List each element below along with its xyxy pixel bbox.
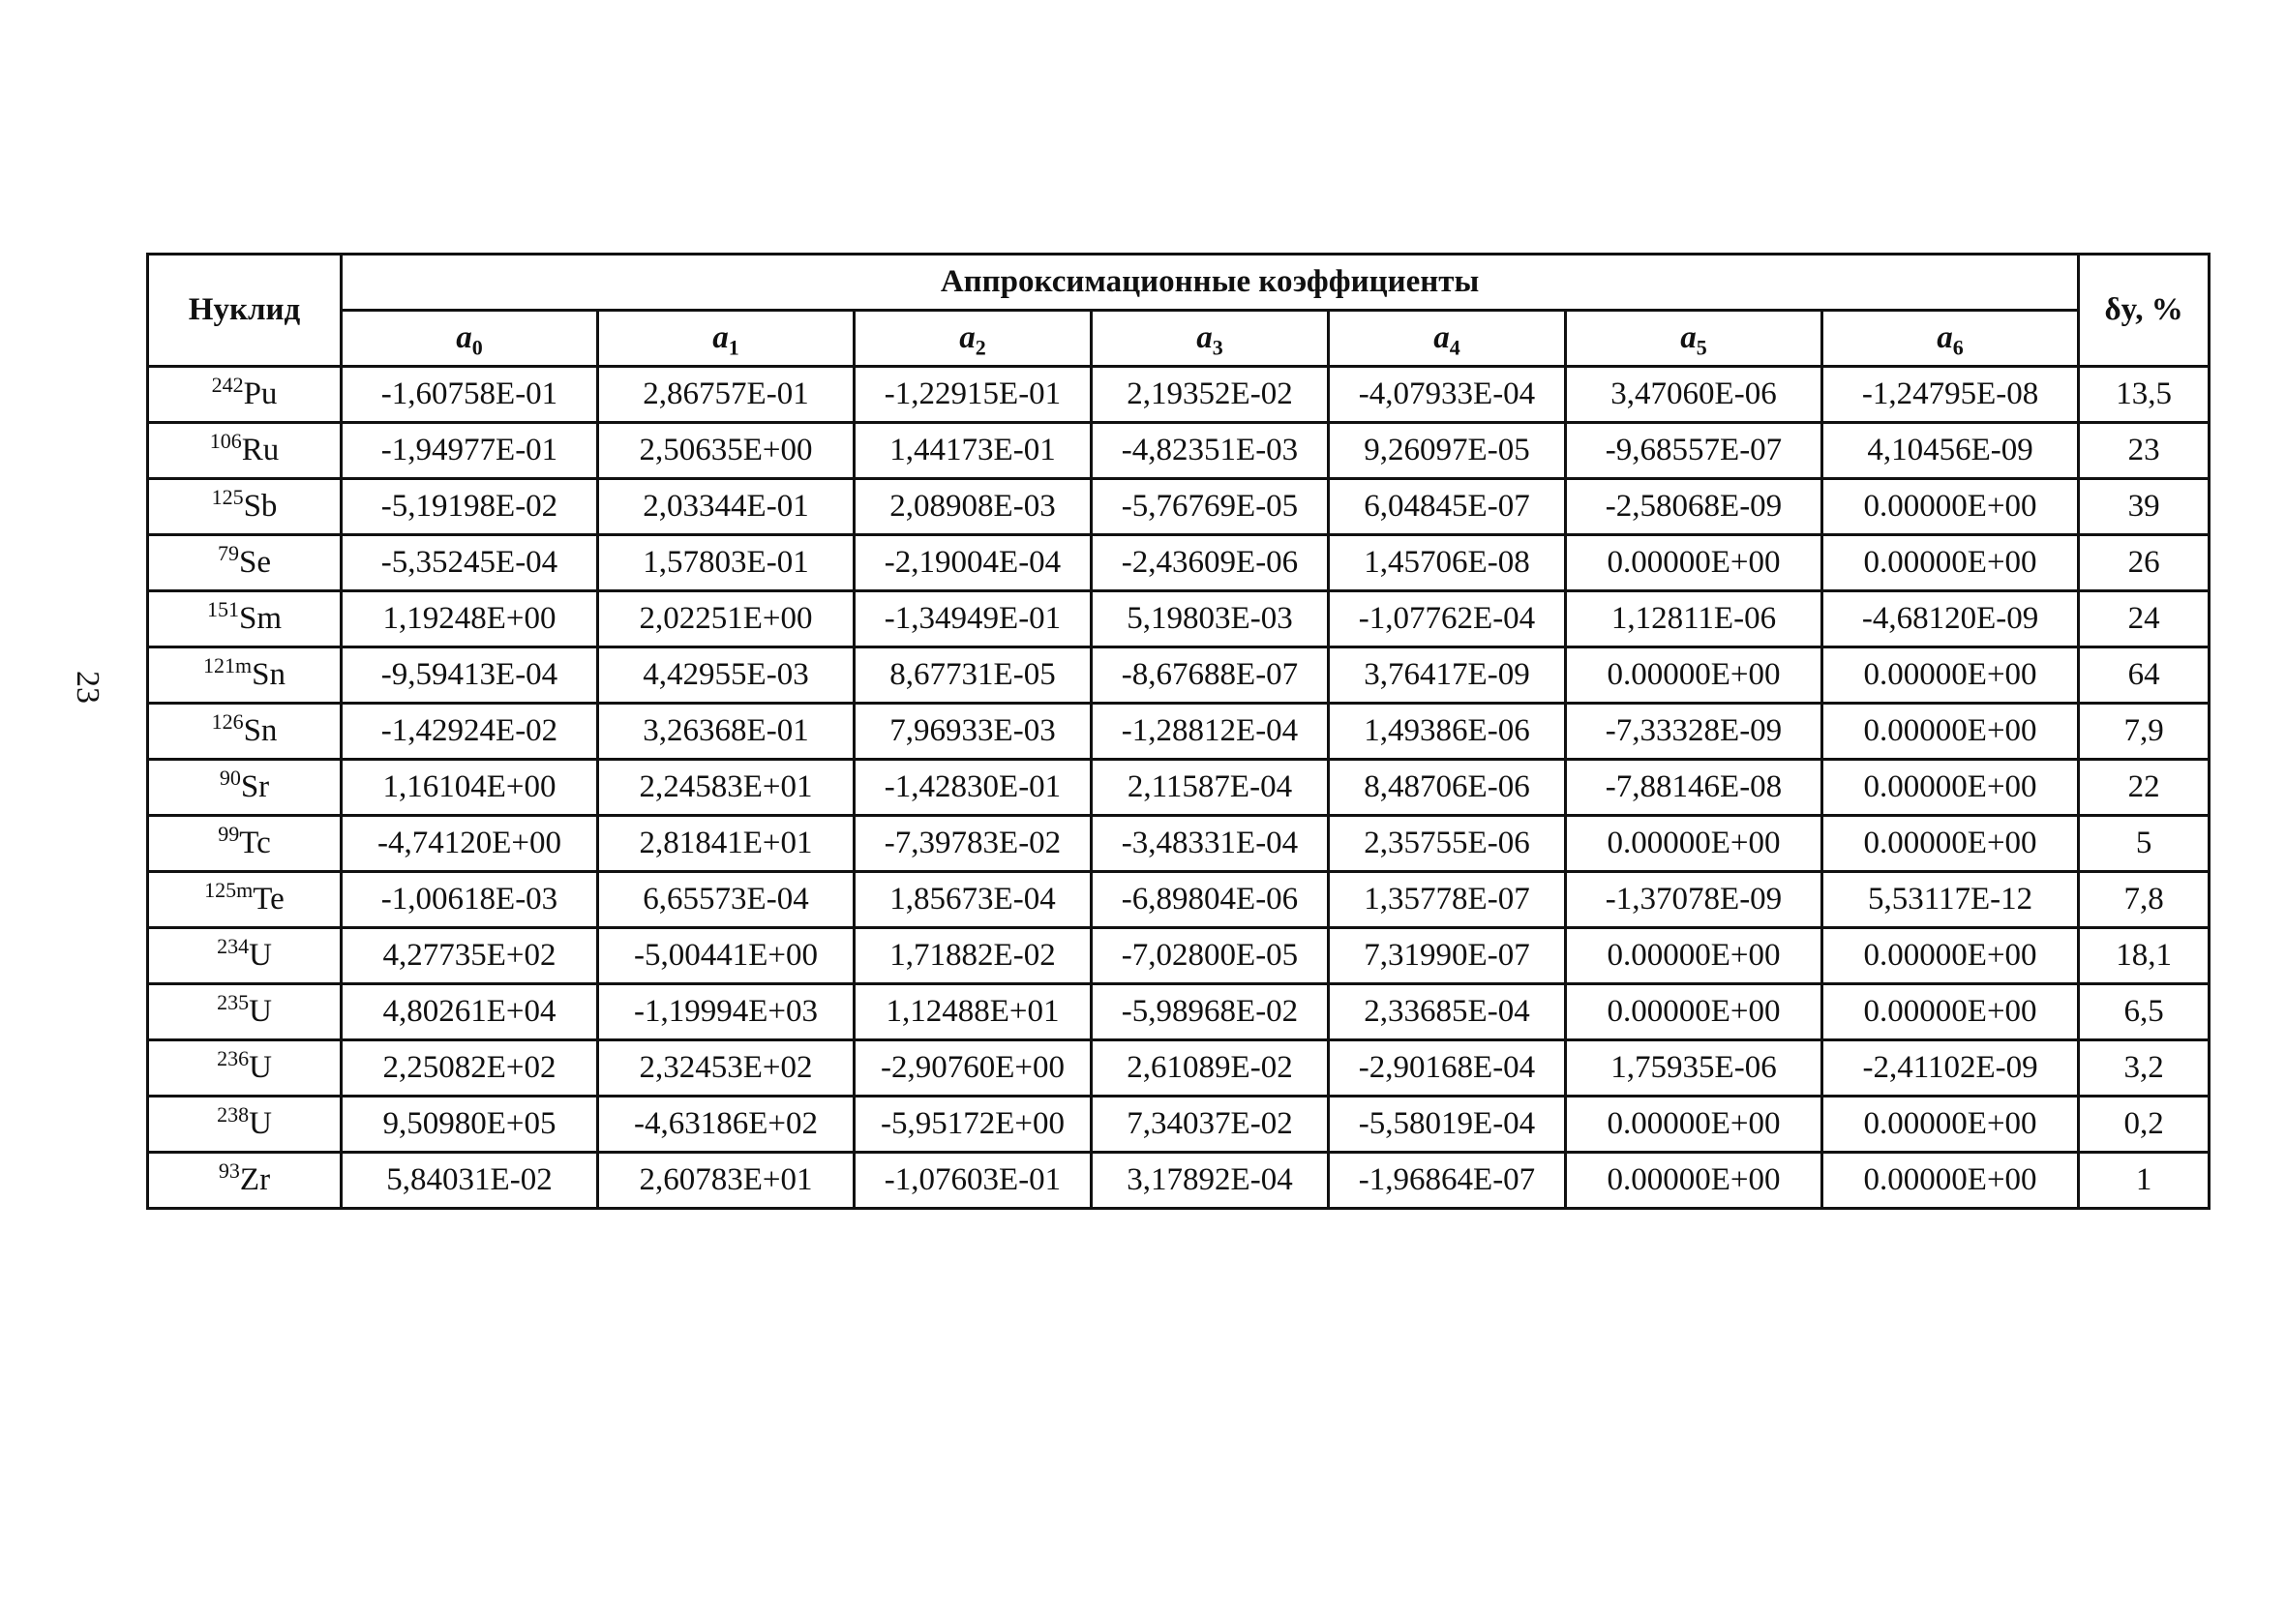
nuclide-cell — [148, 367, 342, 423]
coefficient-value-a2: -1,34949E-01 — [855, 591, 1092, 647]
coefficient-value-a1: 2,32453E+02 — [598, 1040, 855, 1097]
coefficient-value-a0: -1,60758E-01 — [342, 367, 598, 423]
coefficient-value-a2: -7,39783E-02 — [855, 816, 1092, 872]
nuclide-cell — [148, 423, 342, 479]
element-symbol: U — [249, 1050, 272, 1085]
element-symbol: Ru — [241, 433, 280, 467]
coefficient-value-a3: 5,19803E-03 — [1092, 591, 1329, 647]
coefficient-value-a4: -1,07762E-04 — [1329, 591, 1566, 647]
element-symbol: Te — [253, 882, 285, 917]
error-value: 6,5 — [2079, 984, 2210, 1040]
error-value: 5 — [2079, 816, 2210, 872]
coefficient-value-a6: 0.00000E+00 — [1822, 647, 2079, 704]
coefficient-value-a6: 0.00000E+00 — [1822, 816, 2079, 872]
coefficient-value-a2: -1,07603E-01 — [855, 1153, 1092, 1209]
coefficient-value-a4: -5,58019E-04 — [1329, 1097, 1566, 1153]
coefficient-symbol: a — [1433, 320, 1450, 355]
coefficient-value-a1: 2,02251E+00 — [598, 591, 855, 647]
coefficient-value-a0: 4,27735E+02 — [342, 928, 598, 984]
coefficient-index: 3 — [1212, 335, 1223, 360]
coefficient-value-a2: 1,12488E+01 — [855, 984, 1092, 1040]
error-column-header: δy, % — [2079, 255, 2210, 367]
coefficient-value-a2: 1,44173E-01 — [855, 423, 1092, 479]
coefficient-value-a5: -1,37078E-09 — [1566, 872, 1822, 928]
coefficient-value-a4: 1,35778E-07 — [1329, 872, 1566, 928]
coefficient-symbol: a — [1196, 320, 1213, 355]
coefficient-value-a5: 3,47060E-06 — [1566, 367, 1822, 423]
coefficient-value-a3: 2,61089E-02 — [1092, 1040, 1329, 1097]
coefficient-value-a4: 9,26097E-05 — [1329, 423, 1566, 479]
table-row — [148, 1153, 2210, 1209]
error-value: 22 — [2079, 760, 2210, 816]
coefficient-value-a2: -1,22915E-01 — [855, 367, 1092, 423]
coefficient-value-a1: -4,63186E+02 — [598, 1097, 855, 1153]
mass-number: 235 — [217, 990, 250, 1014]
nuclide-cell — [148, 535, 342, 591]
mass-number: 236 — [217, 1046, 250, 1070]
coefficient-value-a6: 0.00000E+00 — [1822, 479, 2079, 535]
coefficient-value-a6: 0.00000E+00 — [1822, 1153, 2079, 1209]
coefficient-value-a0: 1,16104E+00 — [342, 760, 598, 816]
table-row — [148, 704, 2210, 760]
coefficient-header-a4 — [1329, 311, 1566, 367]
coefficient-value-a3: -3,48331E-04 — [1092, 816, 1329, 872]
mass-number: 93 — [218, 1158, 240, 1183]
table-row — [148, 423, 2210, 479]
coefficient-value-a3: -6,89804E-06 — [1092, 872, 1329, 928]
coefficient-value-a3: -4,82351E-03 — [1092, 423, 1329, 479]
coefficient-value-a4: 7,31990E-07 — [1329, 928, 1566, 984]
coefficient-value-a6: 0.00000E+00 — [1822, 760, 2079, 816]
nuclide-cell — [148, 928, 342, 984]
coefficient-value-a3: -5,98968E-02 — [1092, 984, 1329, 1040]
coefficient-value-a6: -4,68120E-09 — [1822, 591, 2079, 647]
table-row — [148, 367, 2210, 423]
error-value: 7,9 — [2079, 704, 2210, 760]
coefficient-value-a0: 1,19248E+00 — [342, 591, 598, 647]
coefficient-value-a3: 3,17892E-04 — [1092, 1153, 1329, 1209]
coefficient-value-a4: 1,49386E-06 — [1329, 704, 1566, 760]
table-row — [148, 984, 2210, 1040]
error-value: 24 — [2079, 591, 2210, 647]
coefficient-value-a5: -7,33328E-09 — [1566, 704, 1822, 760]
coefficient-value-a5: 0.00000E+00 — [1566, 984, 1822, 1040]
coefficient-value-a1: 2,50635E+00 — [598, 423, 855, 479]
table-row — [148, 647, 2210, 704]
element-symbol: U — [249, 994, 272, 1029]
table-row — [148, 816, 2210, 872]
nuclide-cell — [148, 760, 342, 816]
table-row — [148, 479, 2210, 535]
coefficient-value-a2: 8,67731E-05 — [855, 647, 1092, 704]
coefficient-value-a5: 0.00000E+00 — [1566, 1153, 1822, 1209]
nuclide-cell — [148, 816, 342, 872]
coefficient-value-a2: 1,85673E-04 — [855, 872, 1092, 928]
coefficient-value-a6: 0.00000E+00 — [1822, 704, 2079, 760]
coefficient-value-a1: 2,81841E+01 — [598, 816, 855, 872]
coefficient-value-a5: 0.00000E+00 — [1566, 647, 1822, 704]
nuclide-cell — [148, 704, 342, 760]
coefficient-value-a1: 4,42955E-03 — [598, 647, 855, 704]
table-row — [148, 1040, 2210, 1097]
element-symbol: Sn — [243, 713, 278, 748]
coefficient-value-a1: 2,03344E-01 — [598, 479, 855, 535]
nuclide-cell — [148, 1153, 342, 1209]
coefficient-value-a1: 2,86757E-01 — [598, 367, 855, 423]
nuclide-cell — [148, 1040, 342, 1097]
coefficient-value-a1: 2,24583E+01 — [598, 760, 855, 816]
coefficient-value-a6: -2,41102E-09 — [1822, 1040, 2079, 1097]
coefficient-value-a3: -1,28812E-04 — [1092, 704, 1329, 760]
coefficient-value-a6: -1,24795E-08 — [1822, 367, 2079, 423]
coefficient-symbol: a — [712, 320, 729, 355]
nuclide-cell — [148, 984, 342, 1040]
table-row — [148, 760, 2210, 816]
coefficient-value-a1: 3,26368E-01 — [598, 704, 855, 760]
coefficient-index: 1 — [728, 335, 739, 360]
coefficient-value-a1: 2,60783E+01 — [598, 1153, 855, 1209]
coefficient-value-a6: 0.00000E+00 — [1822, 1097, 2079, 1153]
coefficient-value-a3: 2,19352E-02 — [1092, 367, 1329, 423]
coefficient-value-a0: -1,00618E-03 — [342, 872, 598, 928]
mass-number: 238 — [217, 1102, 250, 1127]
nuclide-cell — [148, 872, 342, 928]
coefficient-value-a5: -9,68557E-07 — [1566, 423, 1822, 479]
coefficient-value-a6: 0.00000E+00 — [1822, 535, 2079, 591]
coefficient-value-a2: -2,90760E+00 — [855, 1040, 1092, 1097]
coefficient-header-a5 — [1566, 311, 1822, 367]
error-value: 18,1 — [2079, 928, 2210, 984]
coefficient-value-a0: -5,35245E-04 — [342, 535, 598, 591]
coefficient-value-a0: -9,59413E-04 — [342, 647, 598, 704]
element-symbol: U — [249, 938, 272, 973]
coefficient-value-a4: 3,76417E-09 — [1329, 647, 1566, 704]
error-value: 3,2 — [2079, 1040, 2210, 1097]
error-value: 39 — [2079, 479, 2210, 535]
mass-number: 126 — [211, 709, 244, 734]
coefficient-value-a5: 1,12811E-06 — [1566, 591, 1822, 647]
coefficient-value-a4: 2,35755E-06 — [1329, 816, 1566, 872]
coefficient-value-a3: 7,34037E-02 — [1092, 1097, 1329, 1153]
table-row — [148, 1097, 2210, 1153]
table-row — [148, 591, 2210, 647]
coefficient-value-a4: -2,90168E-04 — [1329, 1040, 1566, 1097]
coefficient-value-a0: 5,84031E-02 — [342, 1153, 598, 1209]
mass-number: 121m — [203, 653, 253, 677]
coefficient-value-a0: 9,50980E+05 — [342, 1097, 598, 1153]
coefficient-value-a2: -5,95172E+00 — [855, 1097, 1092, 1153]
coefficient-value-a4: -1,96864E-07 — [1329, 1153, 1566, 1209]
page-number: 23 — [70, 671, 105, 704]
mass-number: 106 — [209, 429, 242, 453]
coefficient-value-a2: 7,96933E-03 — [855, 704, 1092, 760]
mass-number: 242 — [211, 373, 244, 397]
coefficient-value-a5: -2,58068E-09 — [1566, 479, 1822, 535]
mass-number: 234 — [217, 934, 250, 958]
coefficient-value-a3: -8,67688E-07 — [1092, 647, 1329, 704]
coefficient-header-a0 — [342, 311, 598, 367]
coefficient-value-a0: 2,25082E+02 — [342, 1040, 598, 1097]
coefficient-value-a5: 0.00000E+00 — [1566, 816, 1822, 872]
element-symbol: Pu — [243, 376, 278, 411]
coefficient-value-a1: -1,19994E+03 — [598, 984, 855, 1040]
coefficient-value-a5: 0.00000E+00 — [1566, 928, 1822, 984]
mass-number: 151 — [206, 597, 239, 621]
coefficient-value-a5: 0.00000E+00 — [1566, 535, 1822, 591]
nuclide-cell — [148, 1097, 342, 1153]
coefficient-value-a3: -2,43609E-06 — [1092, 535, 1329, 591]
coefficients-table — [146, 253, 2211, 1210]
coefficient-index: 4 — [1449, 335, 1460, 360]
coefficient-value-a0: -1,94977E-01 — [342, 423, 598, 479]
nuclide-cell — [148, 647, 342, 704]
coefficient-value-a4: -4,07933E-04 — [1329, 367, 1566, 423]
coefficient-value-a0: -5,19198E-02 — [342, 479, 598, 535]
coefficient-header-a1 — [598, 311, 855, 367]
coefficient-value-a3: 2,11587E-04 — [1092, 760, 1329, 816]
coefficient-header-a2 — [855, 311, 1092, 367]
coefficient-value-a4: 2,33685E-04 — [1329, 984, 1566, 1040]
coefficient-value-a4: 8,48706E-06 — [1329, 760, 1566, 816]
coefficient-header-a6 — [1822, 311, 2079, 367]
coefficient-value-a1: -5,00441E+00 — [598, 928, 855, 984]
table-row — [148, 872, 2210, 928]
coefficient-value-a5: 1,75935E-06 — [1566, 1040, 1822, 1097]
element-symbol: Sn — [252, 657, 286, 692]
nuclide-cell — [148, 479, 342, 535]
mass-number: 125m — [204, 878, 254, 902]
element-symbol: Sb — [243, 489, 278, 524]
element-symbol: Se — [239, 545, 271, 580]
coefficient-value-a2: 2,08908E-03 — [855, 479, 1092, 535]
error-value: 64 — [2079, 647, 2210, 704]
error-value: 26 — [2079, 535, 2210, 591]
error-value: 23 — [2079, 423, 2210, 479]
coefficient-symbol: a — [959, 320, 976, 355]
error-value: 7,8 — [2079, 872, 2210, 928]
table-row — [148, 535, 2210, 591]
coefficient-value-a2: -2,19004E-04 — [855, 535, 1092, 591]
coefficient-value-a5: -7,88146E-08 — [1566, 760, 1822, 816]
nuclide-column-header: Нуклид — [148, 255, 342, 367]
table-row — [148, 928, 2210, 984]
coefficient-index: 5 — [1696, 335, 1707, 360]
mass-number: 99 — [218, 822, 240, 846]
element-symbol: U — [249, 1106, 272, 1141]
coefficient-value-a3: -7,02800E-05 — [1092, 928, 1329, 984]
error-value: 0,2 — [2079, 1097, 2210, 1153]
element-symbol: Tc — [239, 826, 271, 860]
coefficient-value-a6: 4,10456E-09 — [1822, 423, 2079, 479]
coefficient-value-a2: -1,42830E-01 — [855, 760, 1092, 816]
error-value: 13,5 — [2079, 367, 2210, 423]
coefficient-value-a1: 1,57803E-01 — [598, 535, 855, 591]
error-value: 1 — [2079, 1153, 2210, 1209]
coefficient-value-a6: 5,53117E-12 — [1822, 872, 2079, 928]
coefficient-index: 2 — [975, 335, 986, 360]
element-symbol: Sr — [240, 769, 270, 804]
mass-number: 125 — [211, 485, 244, 509]
coefficient-value-a2: 1,71882E-02 — [855, 928, 1092, 984]
element-symbol: Zr — [239, 1162, 271, 1197]
coefficient-index: 6 — [1952, 335, 1964, 360]
coefficients-group-header: Аппроксимационные коэффициенты — [342, 255, 2079, 311]
coefficient-value-a5: 0.00000E+00 — [1566, 1097, 1822, 1153]
coefficient-value-a0: 4,80261E+04 — [342, 984, 598, 1040]
nuclide-cell — [148, 591, 342, 647]
mass-number: 79 — [218, 541, 239, 565]
element-symbol: Sm — [238, 601, 283, 636]
coefficient-value-a6: 0.00000E+00 — [1822, 984, 2079, 1040]
coefficient-value-a3: -5,76769E-05 — [1092, 479, 1329, 535]
coefficient-symbol: a — [456, 320, 472, 355]
coefficient-symbol: a — [1680, 320, 1697, 355]
coefficient-symbol: a — [1937, 320, 1953, 355]
mass-number: 90 — [219, 766, 241, 790]
coefficient-index: 0 — [471, 335, 483, 360]
coefficient-value-a4: 6,04845E-07 — [1329, 479, 1566, 535]
coefficient-value-a1: 6,65573E-04 — [598, 872, 855, 928]
coefficient-header-a3 — [1092, 311, 1329, 367]
coefficient-value-a6: 0.00000E+00 — [1822, 928, 2079, 984]
coefficient-value-a4: 1,45706E-08 — [1329, 535, 1566, 591]
coefficient-value-a0: -1,42924E-02 — [342, 704, 598, 760]
coefficient-value-a0: -4,74120E+00 — [342, 816, 598, 872]
